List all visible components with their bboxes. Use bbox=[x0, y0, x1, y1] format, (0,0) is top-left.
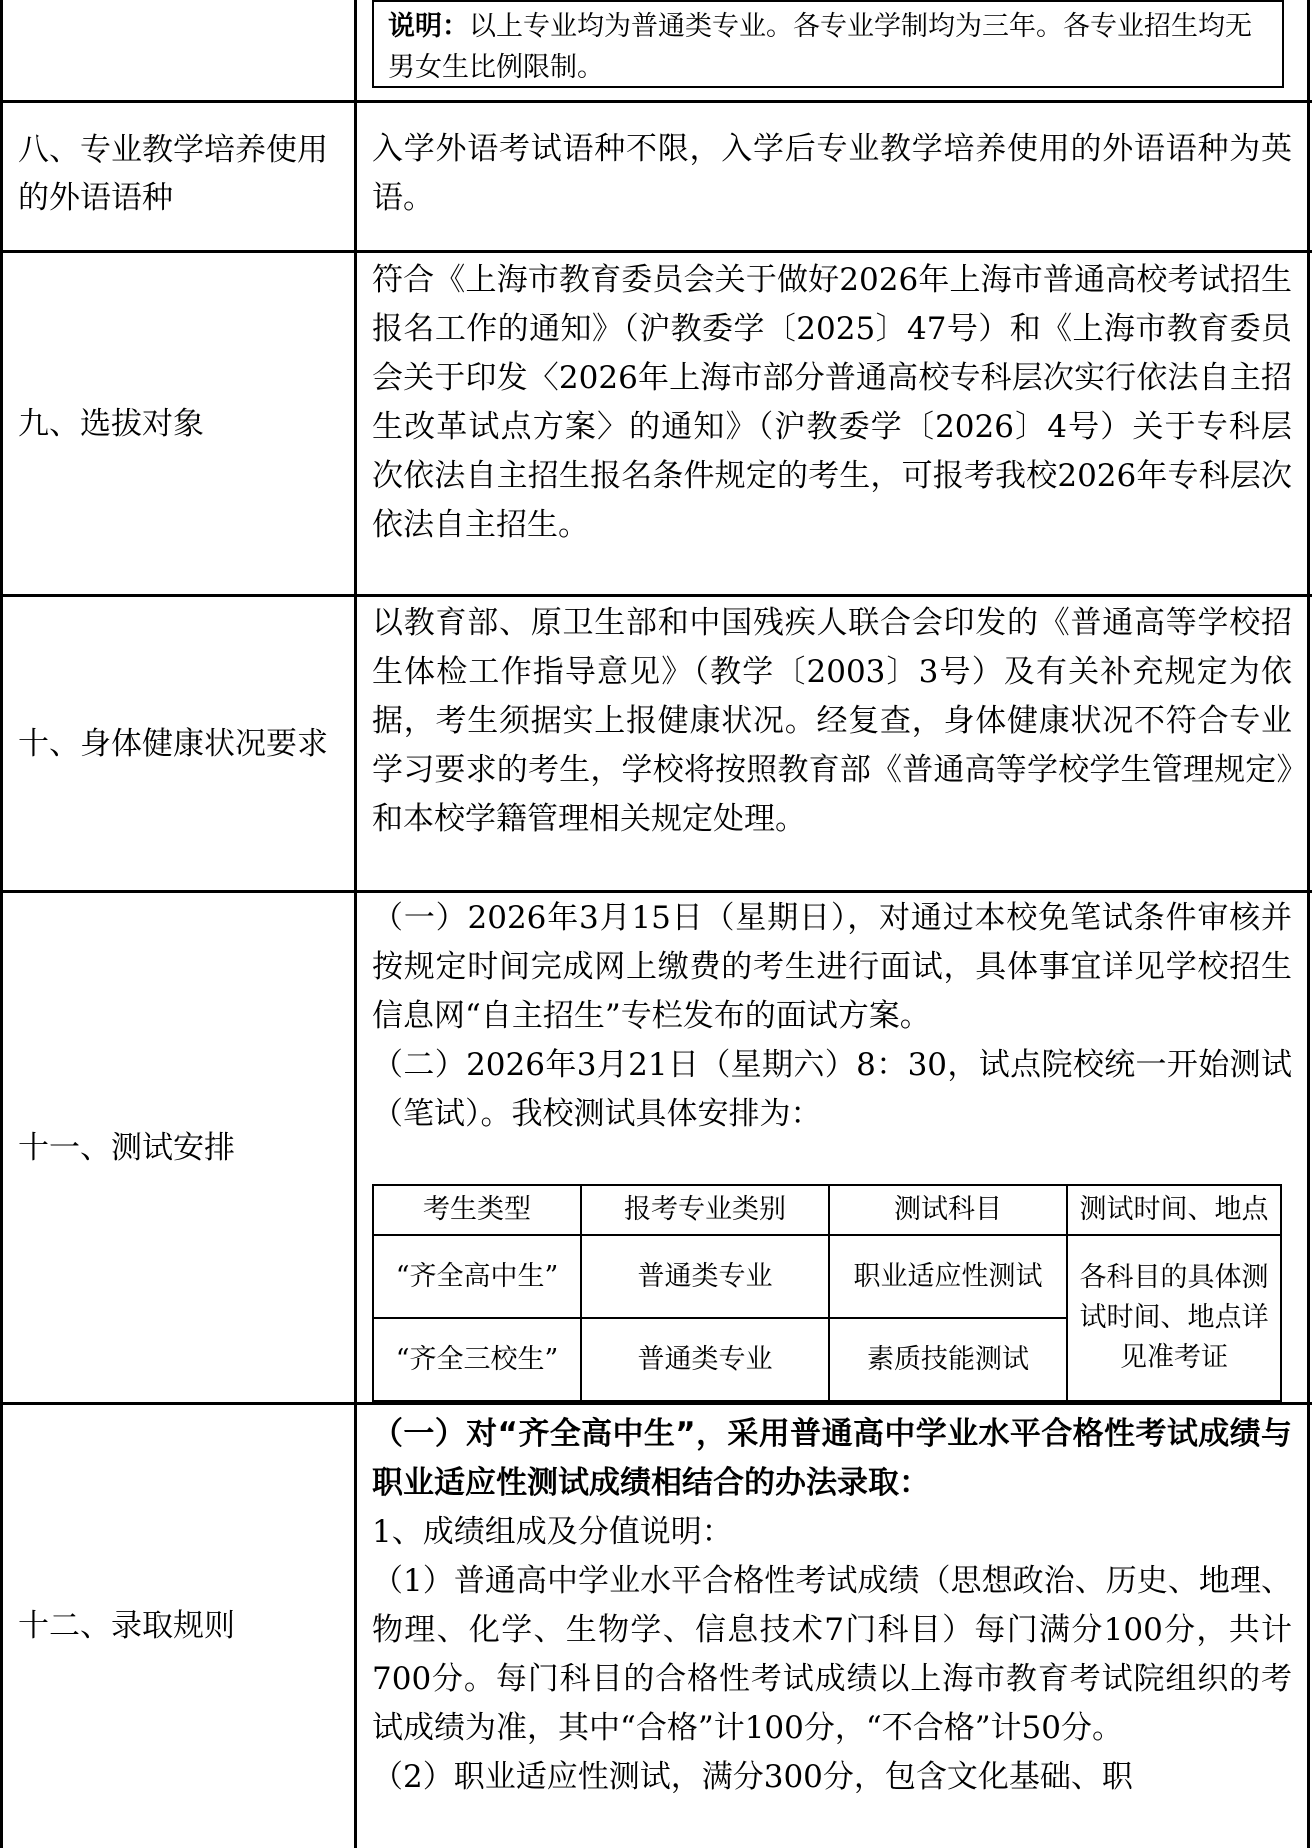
table-cell: 普通类专业 bbox=[581, 1235, 829, 1318]
row-divider bbox=[0, 594, 1312, 597]
table-row bbox=[373, 1235, 1281, 1318]
row-health-requirement bbox=[0, 596, 1312, 892]
row-foreign-language bbox=[0, 102, 1312, 252]
row-paragraph: （2）职业适应性测试，满分300分，包含文化基础、职 bbox=[372, 1759, 1133, 1795]
note-label: 说明： bbox=[388, 11, 469, 42]
table-header-row bbox=[373, 1185, 1281, 1235]
row-content bbox=[372, 599, 1292, 844]
table-cell: 普通类专业 bbox=[581, 1318, 829, 1401]
row-content-text: 以教育部、原卫生部和中国残疾人联合会印发的《普通高等学校招生体检工作指导意见》（教学〔2003〕3号）及有关补充规定为依据，考生须据实上报健康状况。经复查，身体健康状况不符合专业学习要求的考生，学校将按照教育部《普通高等学校学生管理规定》和本校学籍管理相关规定处理。 bbox=[372, 605, 1292, 837]
table-cell: 素质技能测试 bbox=[829, 1318, 1067, 1401]
row-admission-rules bbox=[0, 1404, 1312, 1848]
row-divider bbox=[0, 1402, 1312, 1405]
table-column-divider bbox=[354, 0, 357, 1848]
table-cell: “齐全高中生” bbox=[373, 1235, 581, 1318]
row-divider bbox=[0, 250, 1312, 253]
row-content bbox=[372, 256, 1292, 550]
row-label bbox=[18, 1404, 348, 1848]
row-paragraph: （二）2026年3月21日（星期六）8：30，试点院校统一开始测试（笔试）。我校测试具体安排为： bbox=[372, 1047, 1292, 1132]
note-box bbox=[372, 0, 1284, 88]
table-left-border bbox=[0, 0, 3, 1848]
row-label bbox=[18, 596, 348, 892]
row-label-text: 九、选拔对象 bbox=[18, 406, 204, 442]
row-divider bbox=[0, 100, 1312, 103]
row-content bbox=[372, 125, 1292, 223]
note-row bbox=[0, 0, 1312, 100]
test-schedule-table bbox=[372, 1184, 1282, 1402]
table-cell: “齐全三校生” bbox=[373, 1318, 581, 1401]
rule-heading: （一）对“齐全高中生”，采用普通高中学业水平合格性考试成绩与职业适应性测试成绩相结合的办法录取： bbox=[372, 1416, 1292, 1501]
table-cell: 职业适应性测试 bbox=[829, 1235, 1067, 1318]
table-merged-cell: 各科目的具体测试时间、地点详见准考证 bbox=[1067, 1235, 1281, 1401]
row-paragraph: 1、成绩组成及分值说明： bbox=[372, 1514, 733, 1550]
table-header: 报考专业类别 bbox=[581, 1185, 829, 1235]
row-label bbox=[18, 892, 348, 1404]
table-header: 测试时间、地点 bbox=[1067, 1185, 1281, 1235]
row-paragraph: （一）2026年3月15日（星期日），对通过本校免笔试条件审核并按规定时间完成网上缴费的考生进行面试，具体事宜详见学校招生信息网“自主招生”专栏发布的面试方案。 bbox=[372, 900, 1292, 1034]
table-right-border bbox=[1307, 0, 1310, 1848]
row-label-text: 八、专业教学培养使用的外语语种 bbox=[18, 132, 328, 216]
row-label-text: 十、身体健康状况要求 bbox=[18, 726, 328, 762]
row-content bbox=[372, 1410, 1292, 1802]
row-divider bbox=[0, 890, 1312, 893]
row-label bbox=[18, 124, 338, 224]
row-paragraph: （1）普通高中学业水平合格性考试成绩（思想政治、历史、地理、物理、化学、生物学、信息技术7门科目）每门满分100分，共计700分。每门科目的合格性考试成绩以上海市教育考试院组织的考试成绩为准，其中“合格”计100分，“不合格”计50分。 bbox=[372, 1563, 1292, 1746]
note-text: 以上专业均为普通类专业。各专业学制均为三年。各专业招生均无男女生比例限制。 bbox=[388, 11, 1252, 83]
row-label-text: 十二、录取规则 bbox=[18, 1608, 235, 1644]
row-content-text: 符合《上海市教育委员会关于做好2026年上海市普通高校考试招生报名工作的通知》（沪教委学〔2025〕47号）和《上海市教育委员会关于印发〈2026年上海市部分普通高校专科层次实行依法自主招生改革试点方案〉的通知》（沪教委学〔2026〕4号）关于专科层次依法自主招生报名条件规定的考生，可报考我校2026年专科层次依法自主招生。 bbox=[372, 262, 1292, 543]
table-header: 测试科目 bbox=[829, 1185, 1067, 1235]
table-header: 考生类型 bbox=[373, 1185, 581, 1235]
row-content-text: 入学外语考试语种不限，入学后专业教学培养使用的外语语种为英语。 bbox=[372, 131, 1292, 216]
row-label-text: 十一、测试安排 bbox=[18, 1130, 235, 1166]
row-content bbox=[372, 894, 1292, 1139]
row-selection-target bbox=[0, 252, 1312, 596]
row-label bbox=[18, 252, 348, 596]
